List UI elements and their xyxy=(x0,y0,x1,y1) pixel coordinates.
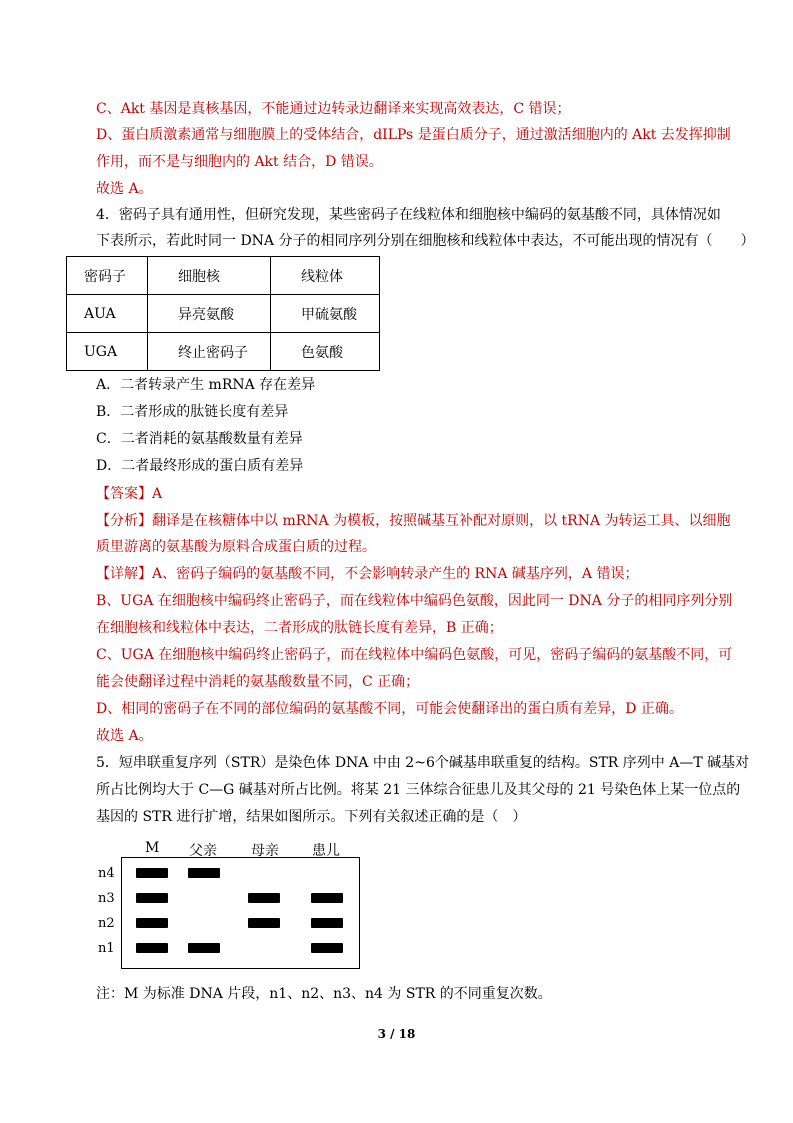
table-cell: AUA xyxy=(67,295,148,333)
explanation-line: D、蛋白质激素通常与细胞膜上的受体结合，dILPs 是蛋白质分子，通过激活细胞内的 Akt 去发挥抑制 xyxy=(96,127,731,143)
option-c: C．二者消耗的氨基酸数量有差异 xyxy=(96,431,303,447)
answer-value: A xyxy=(152,486,163,502)
explanation-line: 故选 A。 xyxy=(96,181,153,197)
gel-column-label: M xyxy=(145,840,160,856)
gel-row-label: n3 xyxy=(98,891,115,906)
detail-line: B、UGA 在细胞核中编码终止密码子，而在线粒体中编码色氨酸，因此同一 DNA 分子的相同序列分别 xyxy=(96,593,733,609)
explanation-line: 作用，而不是与细胞内的 Akt 结合，D 错误。 xyxy=(96,154,383,170)
table-header-cell: 线粒体 xyxy=(271,257,380,295)
table-cell: 甲硫氨酸 xyxy=(271,295,380,333)
option-a: A．二者转录产生 mRNA 存在差异 xyxy=(96,377,316,393)
explanation-line: C、Akt 基因是真核基因，不能通过边转录边翻译来实现高效表达，C 错误； xyxy=(96,101,571,117)
table-cell: 异亮氨酸 xyxy=(148,295,271,333)
gel-row-label: n2 xyxy=(98,916,115,931)
table-header-cell: 细胞核 xyxy=(148,257,271,295)
gel-band xyxy=(136,893,168,903)
analysis-line: 【分析】翻译是在核糖体中以 mRNA 为模板，按照碱基互补配对原则，以 tRNA 为转运工具、以细胞 xyxy=(96,513,731,529)
gel-frame xyxy=(121,857,360,969)
gel-band xyxy=(248,918,280,928)
answer-tag: 【答案】 xyxy=(96,486,152,502)
gel-row-label: n4 xyxy=(98,866,115,881)
question-5-text: 5．短串联重复序列（STR）是染色体 DNA 中由 2~6个碱基串联重复的结构。STR 序列中 A—T 碱基对 xyxy=(96,755,750,771)
detail-line: 能会使翻译过程中消耗的氨基酸数量不同，C 正确； xyxy=(96,674,420,690)
gel-band xyxy=(188,868,220,878)
gel-band xyxy=(311,893,343,903)
detail-line: C、UGA 在细胞核中编码终止密码子，而在线粒体中编码色氨酸，可见，密码子编码的氨基酸不同，可 xyxy=(96,647,733,663)
detail-line: 故选 A。 xyxy=(96,728,153,744)
analysis-line: 质里游离的氨基酸为原料合成蛋白质的过程。 xyxy=(96,539,376,555)
page-number: 3 / 18 xyxy=(377,1027,416,1041)
gel-band xyxy=(136,943,168,953)
table-row xyxy=(67,333,380,371)
gel-band xyxy=(136,918,168,928)
gel-column-label: 母亲 xyxy=(251,843,279,859)
analysis-tag: 【分析】 xyxy=(96,513,152,529)
gel-band xyxy=(311,918,343,928)
table-cell: 终止密码子 xyxy=(148,333,271,371)
gel-band xyxy=(248,893,280,903)
gel-column-label: 父亲 xyxy=(189,843,217,859)
table-row xyxy=(67,295,380,333)
codon-table xyxy=(66,256,380,371)
figure-note: 注：M 为标准 DNA 片段，n1、n2、n3、n4 为 STR 的不同重复次数。 xyxy=(96,986,552,1002)
gel-band xyxy=(311,943,343,953)
gel-row-label: n1 xyxy=(98,941,115,956)
detail-line: 在细胞核和线粒体中表达，二者形成的肽链长度有差异，B 正确； xyxy=(96,620,503,636)
detail-tag: 【详解】 xyxy=(96,566,152,582)
table-cell: UGA xyxy=(67,333,148,371)
table-cell: 色氨酸 xyxy=(271,333,380,371)
question-4-text: 4．密码子具有通用性，但研究发现，某些密码子在线粒体和细胞核中编码的氨基酸不同，具体情况如 xyxy=(96,207,721,223)
question-5-text: 所占比例均大于 C—G 碱基对所占比例。将某 21 三体综合征患儿及其父母的 21 号染色体上某一位点的 xyxy=(96,782,741,798)
gel-band xyxy=(136,868,168,878)
detail-line: D、相同的密码子在不同的部位编码的氨基酸不同，可能会使翻译出的蛋白质有差异，D 正确。 xyxy=(96,701,683,717)
question-4-text: 下表所示，若此时同一 DNA 分子的相同序列分别在细胞核和线粒体中表达，不可能出现的情况有（ ） xyxy=(96,233,755,249)
option-b: B．二者形成的肽链长度有差异 xyxy=(96,404,289,420)
gel-band xyxy=(188,943,220,953)
option-d: D．二者最终形成的蛋白质有差异 xyxy=(96,458,304,474)
answer-line xyxy=(96,485,736,503)
table-header-cell: 密码子 xyxy=(67,257,148,295)
table-row xyxy=(67,257,380,295)
detail-line: 【详解】A、密码子编码的氨基酸不同，不会影响转录产生的 RNA 碱基序列，A 错误； xyxy=(96,566,639,582)
question-5-text: 基因的 STR 进行扩增，结果如图所示。下列有关叙述正确的是（ ） xyxy=(96,809,527,825)
gel-column-label: 患儿 xyxy=(312,843,340,859)
